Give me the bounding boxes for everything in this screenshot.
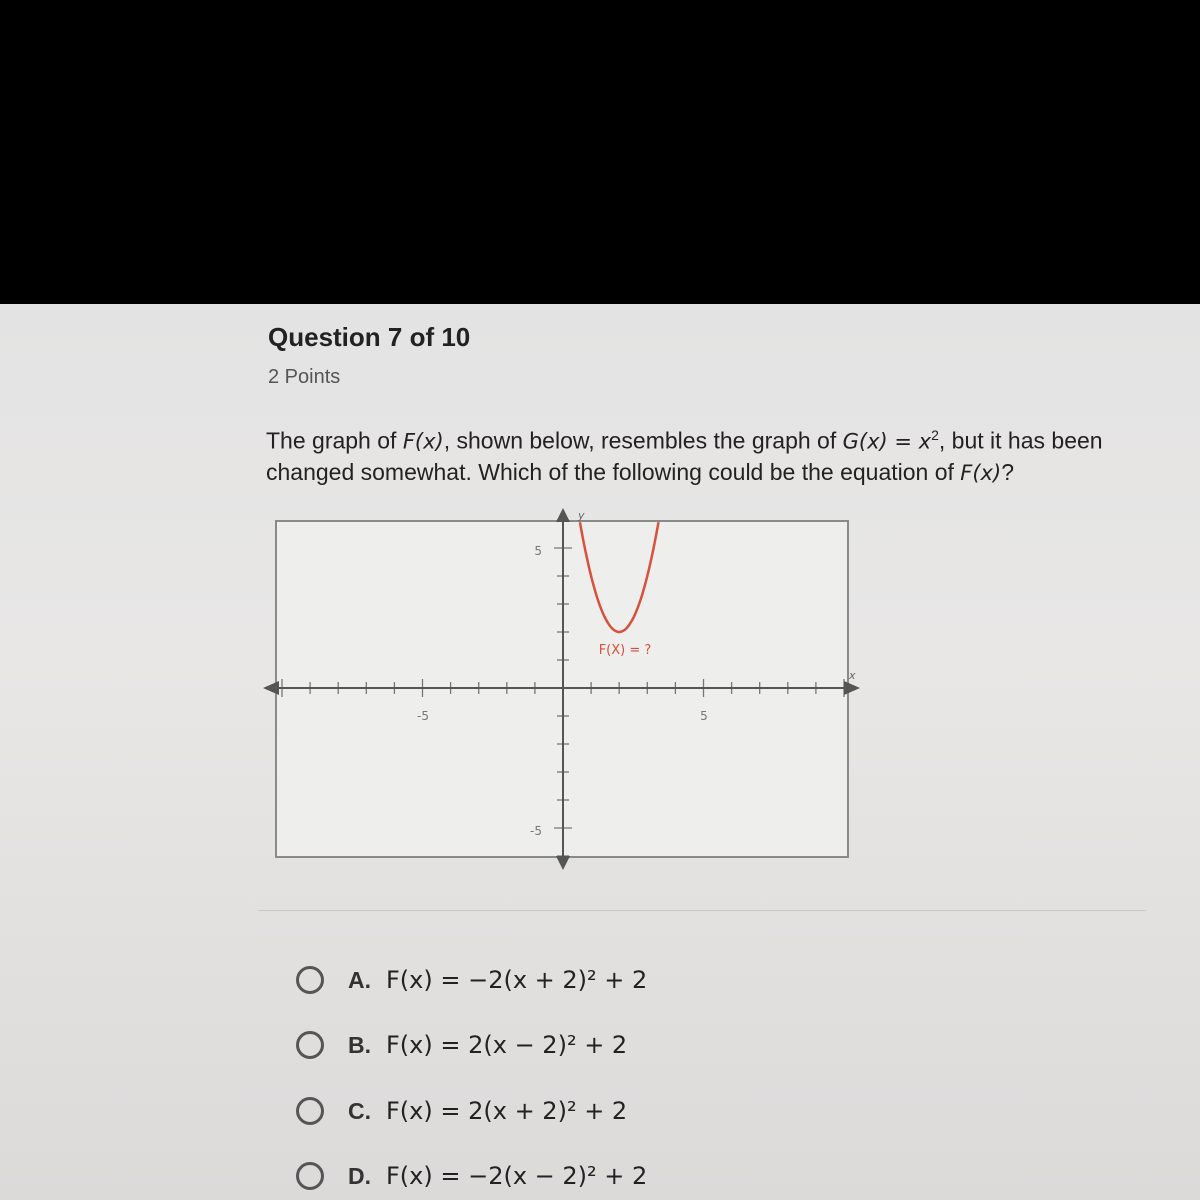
x-axis-arrow-left [263,681,279,695]
question-text-part4: ? [1001,458,1014,485]
option-b[interactable] [296,1025,627,1065]
option-b-letter: B. [348,1031,371,1058]
y-tick-label-5: 5 [534,544,542,558]
radio-c[interactable] [296,1097,324,1125]
y-axis-label: y [578,509,585,522]
option-c-equation: F(x) = 2(x + 2)² + 2 [386,1097,628,1125]
curve-label: F(X) = ? [598,643,652,658]
option-b-equation: F(x) = 2(x − 2)² + 2 [386,1031,628,1059]
option-d-letter: D. [348,1162,371,1189]
y-tick-label-neg5: -5 [530,824,542,838]
function-fx: F(x) [402,429,444,454]
option-a-equation: F(x) = −2(x + 2)² + 2 [386,966,648,994]
question-title: Question 7 of 10 [268,322,471,352]
function-gx: G(x) = x [842,429,932,454]
radio-a[interactable] [296,966,324,994]
option-d-equation: F(x) = −2(x − 2)² + 2 [386,1162,648,1190]
x-tick-label-5: 5 [700,709,708,723]
parabola-graph [255,505,875,880]
option-d[interactable] [296,1156,647,1196]
question-text-part3: , but it has been changed somewhat. Which of the following could be the equation of [266,427,1103,485]
x-axis-arrow-right [844,681,860,695]
y-axis-arrow-up [556,508,570,522]
y-axis-arrow-down [556,856,570,870]
function-fx-end: F(x) [960,460,1002,485]
question-text-part1: The graph of [266,427,403,454]
divider [258,910,1146,911]
option-a-letter: A. [348,966,371,993]
option-c[interactable] [296,1091,627,1131]
question-text [266,420,1116,488]
x-axis-label: x [849,669,856,682]
question-points: 2 Points [268,366,341,388]
question-text-part2: , shown below, resembles the graph of [443,427,843,454]
radio-d[interactable] [296,1162,324,1190]
option-a[interactable] [296,960,647,1000]
gx-exponent: 2 [931,427,939,443]
x-tick-label-neg5: -5 [417,709,429,723]
radio-b[interactable] [296,1031,324,1059]
photo-dark-area [0,0,1200,304]
option-c-letter: C. [348,1097,371,1124]
